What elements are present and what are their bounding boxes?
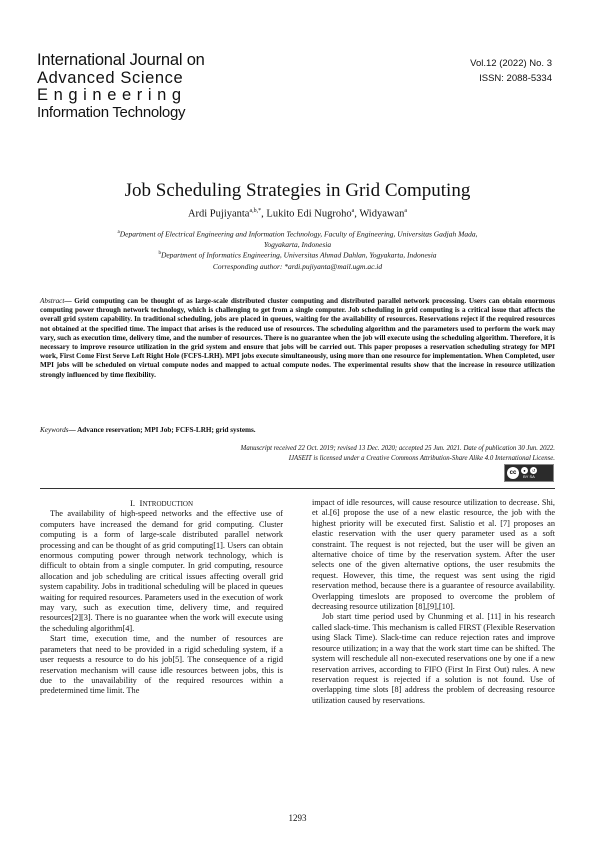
affiliation-b — [110, 249, 485, 261]
attribution-icon: ● — [521, 467, 528, 474]
section-title-first: I — [139, 498, 143, 508]
section-number: I. — [129, 498, 136, 508]
author-name: Lukito Edi Nugroho — [266, 208, 352, 220]
manuscript-info — [155, 444, 555, 463]
issn: ISSN: 2088-5334 — [479, 73, 552, 84]
affiliation-text: Department of Electrical Engineering and Information Technology, Faculty of Engineering, Universitas Gadjah Mada, Yogyakarta, Indonesia — [119, 229, 478, 249]
page-number: 1293 — [288, 813, 307, 823]
journal-logo-line3: Engineering — [37, 86, 187, 104]
affiliation-text: Department of Informatics Engineering, Universitas Ahmad Dahlan, Yogyakarta, Indonesia — [160, 250, 437, 260]
volume-info — [470, 56, 552, 86]
author-sup: a — [351, 208, 355, 214]
abstract-text: — Grid computing can be thought of as large-scale distributed cluster computing and distributed parallel network processing. Users can obtain enormous computing power through network technology, which is challenging to get from a single computer. Job scheduling in grid computing is a critical issue that affects the overall grid system capability. In traditional scheduling, jobs are placed in queues, waiting for the availability of resources. Reservations reject if the required resources not obtained at the specified time. The impact that arises is the reduced use of resources. The scheduling algorithm and the parameters used to perform the work may vary, such as execution time, delivery time, and the number of resources. There is no guarantee when the job will execute using the scheduling algorithm. Therefore, it is necessary to improve resource utilization in the grid system and ensure that jobs will be carried out. This paper proposes a reservation scheduling strategy for MPI work, First Come First Serve Left Right Hole (FCFS-LRH). MPI jobs execute simultaneously, using more than one resource for implementation. When Completed, user MPI jobs will be scheduled on virtual compute nodes and mapped to actual compute nodes. The experimental results show that the increase in resource utilization strongly influenced by time flexibility. — [40, 297, 555, 379]
body-paragraph: The availability of high-speed networks and the effective use of computers have increased the demand for grid computing. Cluster computing is a form of large-scale distributed parallel network processing and can be thought of as grid computing[1]. Users can obtain enormous computing power through network technology, which is difficult to obtain from a single computer. In grid computing, resource allocation and job scheduling are critical issues affecting overall grid system capability. Jobs in traditional scheduling will be placed in queues waiting for required resources. Parameters used in the execution of work may vary, such as execution time, delivery time, and required resources[2][3]. There is no guarantee when the work will execute using the scheduling algorithm[4]. — [40, 509, 283, 633]
volume-issue: Vol.12 (2022) No. 3 — [470, 58, 552, 69]
cc-license-badge[interactable] — [504, 464, 554, 482]
abstract — [40, 297, 555, 380]
journal-logo — [37, 50, 205, 121]
author-sup: a,b,* — [249, 208, 262, 214]
affiliation-a — [110, 228, 485, 250]
paper-title: Job Scheduling Strategies in Grid Computing — [124, 180, 471, 201]
journal-logo-line4: Information Technology — [37, 104, 186, 121]
keywords-label: Keywords — [40, 426, 69, 434]
cc-by-label: BY — [523, 474, 529, 479]
header-divider — [40, 488, 555, 489]
abstract-label: Abstract — [40, 297, 65, 305]
body-paragraph: impact of idle resources, will cause resource utilization to decrease. Shi, et al.[6] propose the use of a new elastic resource, the job with the highest priority will be executed first. Salistio et al. [7] proposes an elastic reservation with the user query parameter used as a soft constraint. The request is not rejected, but the user will be given an alternative choice of time by the reservation system. After the user selects one of the given alternative options, the user resubmits the request. However, this time, the request was sent using the rigid reservation method, because there is a guarantee of resource availability. Overlapping timeslots are proposed to overcome the problem of decreasing resource utilization [8],[9],[10]. — [312, 498, 555, 612]
license-text: IJASEIT is licensed under a Creative Commons Attribution-Share Alike 4.0 International License. — [288, 454, 555, 462]
author-sup: a — [404, 208, 408, 214]
manuscript-dates: Manuscript received 22 Oct. 2019; revised 13 Dec. 2020; accepted 25 Jun. 2021. Date of publication 30 Jun. 2022. — [240, 445, 555, 452]
section-title-rest: NTRODUCTION — [142, 500, 194, 508]
journal-logo-line1: International Journal on — [37, 51, 205, 69]
keywords — [40, 426, 555, 434]
author-name: Ardi Pujiyanta — [187, 208, 250, 220]
share-alike-icon: ↺ — [531, 468, 536, 473]
author-name: Widyawan — [359, 208, 405, 220]
right-column — [312, 498, 555, 706]
affiliation-sup: a — [117, 230, 120, 235]
corresponding-author: Corresponding author: *ardi.pujiyanta@mail.ugm.ac.id — [212, 262, 383, 271]
left-column — [40, 498, 283, 697]
affiliation-sup: b — [158, 251, 161, 256]
author-list: Ardi Pujiyanta$^{a,b,*}$, Lukito Edi Nugroho$^a$, Widyawan$^a$ — [187, 208, 408, 220]
body-paragraph: Job start time period used by Chunming et al. [11] in his research called slack-time. This mechanism is called FIRST (Flexible Reservation using Slack Time). Slack-time can reduce rejection rates and improve resource utilization; in a way that the work start time can be shifted. The system will reschedule all non-executed reservations one by one if a new reservation arrives, according to FIFO (First In First Out) rules. A new reservation request is rejected if a solution is not found. Use of overlapping time slots [8] address the problem of decreasing resource utilization caused by reservations. — [312, 612, 555, 705]
body-paragraph: Start time, execution time, and the number of resources are parameters that need to be provided in a rigid scheduling system, if a user requests a resource to do his job[5]. The consequence of a rigid reservation mechanism will cause idle resources between jobs, this is due to the unavailability of the required resources within a predetermined time limit. The — [40, 634, 283, 696]
journal-logo-line2: Advanced Science — [37, 69, 184, 87]
section-heading — [40, 498, 283, 509]
cc-sa-label: SA — [529, 474, 535, 479]
cc-icon: cc — [507, 467, 519, 479]
keywords-text: — Advance reservation; MPI Job; FCFS-LRH; grid systems. — [68, 426, 256, 434]
